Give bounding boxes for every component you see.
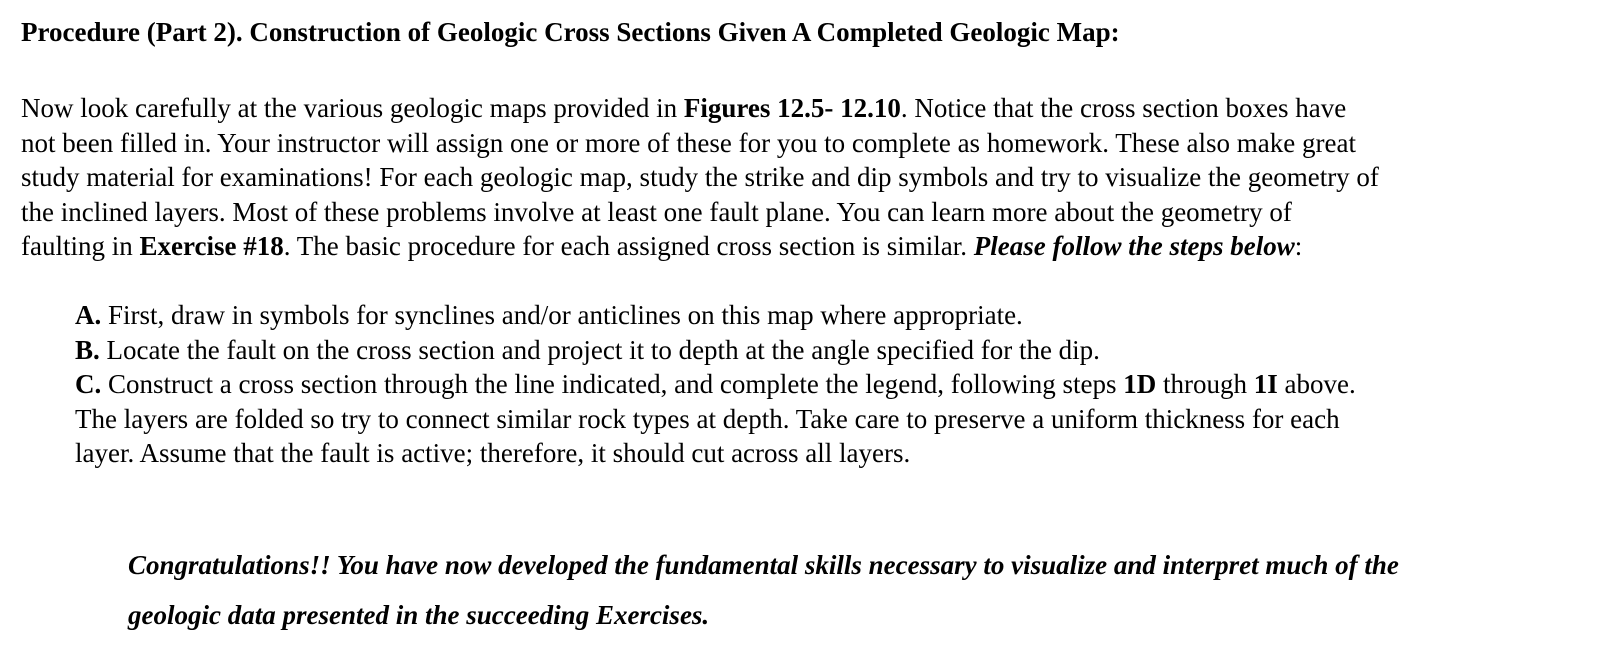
step-a [75, 298, 1595, 333]
intro-line-5 [21, 229, 1591, 264]
intro-line-4: the inclined layers. Most of these problems involve at least one fault plane. You can learn more about the geometry of [21, 196, 1292, 227]
follow-steps-emphasis: Please follow the steps below [973, 231, 1295, 261]
intro-text: . The basic procedure for each assigned cross section is similar. [283, 231, 974, 261]
intro-text: . Notice that the cross section boxes have [900, 93, 1347, 123]
step-text: above. [1277, 369, 1356, 399]
intro-text: faulting in [21, 231, 140, 261]
intro-line-2: not been filled in. Your instructor will assign one or more of these for you to complete as homework. These also make great [21, 127, 1356, 158]
step-text: Construct a cross section through the line indicated, and complete the legend, following steps [101, 369, 1124, 399]
congratulations-note [128, 540, 1593, 640]
procedure-heading: Procedure (Part 2). Construction of Geologic Cross Sections Given A Completed Geologic Map: [21, 17, 1120, 47]
step-c-continued: layer. Assume that the fault is active; therefore, it should cut across all layers. [75, 438, 911, 468]
step-b [75, 333, 1595, 368]
step-text: First, draw in symbols for synclines and/or anticlines on this map where appropriate. [101, 300, 1023, 330]
step-label: C. [75, 369, 102, 399]
intro-text: : [1294, 231, 1303, 261]
intro-paragraph [21, 91, 1591, 264]
step-reference: 1D [1123, 369, 1157, 399]
intro-line-3: study material for examinations! For each geologic map, study the strike and dip symbols and try to visualize the geometry of [21, 162, 1379, 192]
step-c-continued: The layers are folded so try to connect similar rock types at depth. Take care to preserve a uniform thickness for each [75, 403, 1340, 434]
figures-reference: Figures 12.5- 12.10 [683, 93, 901, 123]
step-label: B. [75, 334, 100, 365]
intro-text: Now look carefully at the various geologic maps provided in [21, 93, 684, 123]
step-text: Locate the fault on the cross section and project it to depth at the angle specified for the dip. [99, 334, 1100, 365]
step-text: through [1156, 369, 1254, 399]
closing-line-2: geologic data presented in the succeeding Exercises. [128, 600, 710, 630]
exercise-reference: Exercise #18 [139, 231, 284, 261]
step-c [75, 367, 1595, 402]
steps-list [75, 298, 1595, 471]
step-label: A. [75, 300, 102, 330]
closing-line-1: Congratulations!! You have now developed the fundamental skills necessary to visualize and interpret much of the [128, 550, 1399, 580]
step-reference: 1I [1253, 369, 1278, 399]
intro-line-1 [21, 91, 1591, 126]
